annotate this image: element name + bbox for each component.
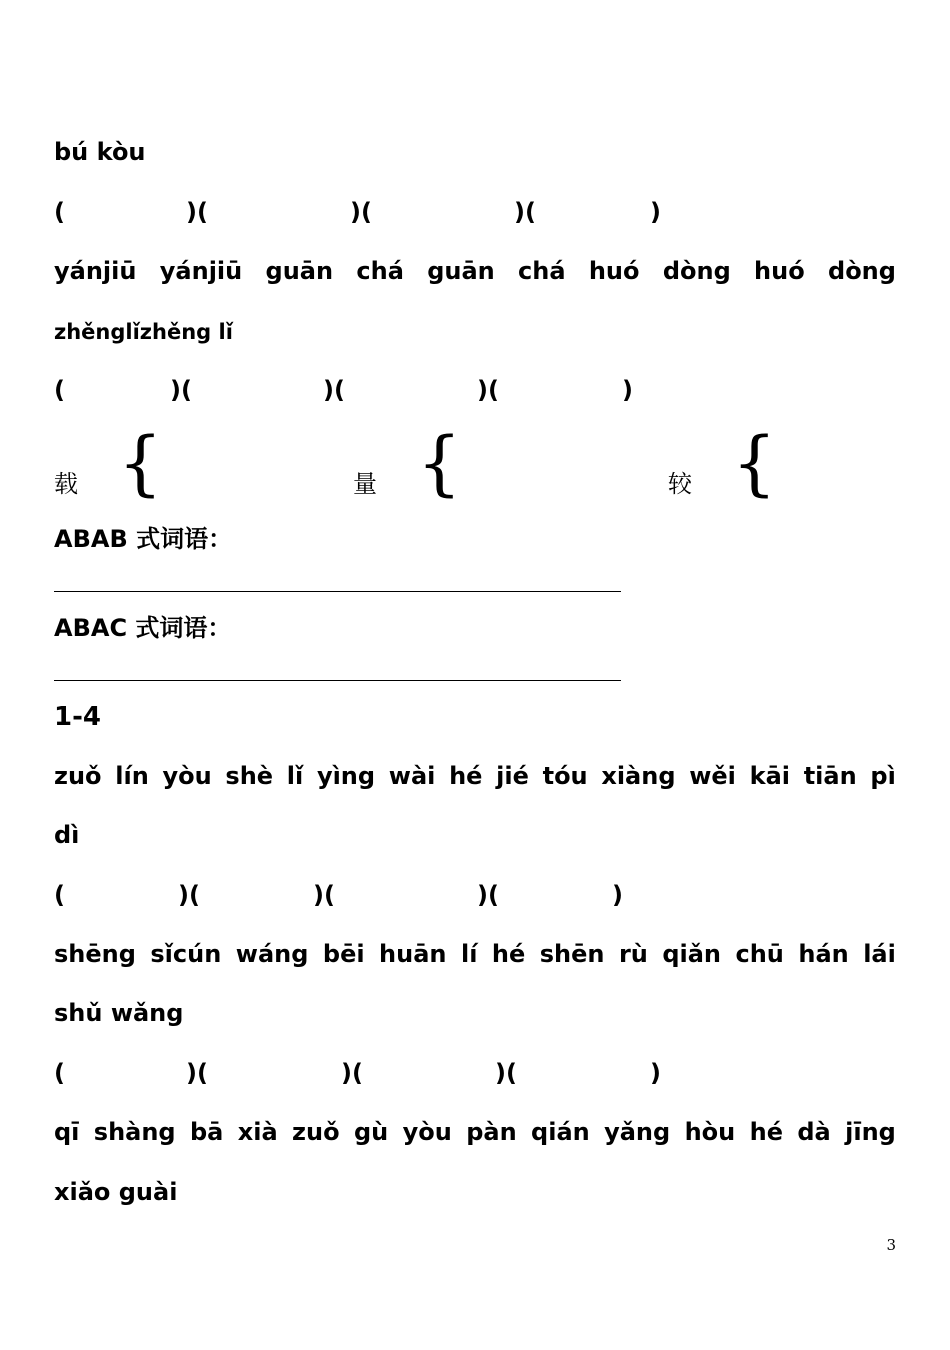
paren-mid: )(	[323, 376, 345, 404]
paren-open: (	[54, 198, 65, 226]
paren-mid: )(	[477, 881, 499, 909]
pinyin-word: chá	[356, 257, 404, 285]
pinyin-word: chū	[735, 940, 784, 968]
pinyin-word: qián	[531, 1118, 590, 1146]
paren-mid: )(	[495, 1059, 517, 1087]
pinyin-word: jié	[496, 762, 529, 790]
paren-close: )	[650, 1059, 661, 1087]
pinyin-word: lín	[115, 762, 149, 790]
pinyin-word: huó	[754, 257, 805, 285]
pinyin-word: sǐcún	[150, 940, 222, 968]
pinyin-word: xiàng	[601, 762, 676, 790]
abac-label: ABAC 式词语：	[54, 614, 232, 642]
pinyin-word: yánjiū	[54, 257, 137, 285]
pinyin-line-c	[54, 1117, 896, 1147]
pinyin-word: huān	[379, 940, 447, 968]
pinyin-word: guān	[427, 257, 495, 285]
pinyin-word: guān	[265, 257, 334, 285]
pinyin-line-c2: xiǎo guài	[54, 1178, 178, 1206]
pinyin-word: pàn	[466, 1118, 517, 1146]
pinyin-line-1: bú kòu	[54, 138, 146, 166]
pinyin-word: kāi	[749, 762, 790, 790]
pinyin-word: wài	[388, 762, 436, 790]
pinyin-word: yòu	[162, 762, 212, 790]
pinyin-word: yìng	[316, 762, 376, 790]
pinyin-word: xià	[237, 1118, 278, 1146]
pinyin-word: pì	[870, 762, 896, 790]
pinyin-word: lái	[863, 940, 896, 968]
paren-close: )	[622, 376, 633, 404]
paren-close: )	[650, 198, 661, 226]
pinyin-word: shēng	[54, 940, 136, 968]
pinyin-word: qiǎn	[662, 940, 722, 968]
pinyin-word: tóu	[542, 762, 588, 790]
paren-mid: )(	[170, 376, 192, 404]
pinyin-word: bā	[190, 1118, 224, 1146]
paren-open: (	[54, 376, 65, 404]
pinyin-word: dòng	[662, 257, 731, 285]
pinyin-word: wáng	[235, 940, 309, 968]
pinyin-word: shēn	[539, 940, 605, 968]
paren-mid: )(	[186, 1059, 208, 1087]
paren-mid: )(	[313, 881, 335, 909]
pinyin-line-b	[54, 939, 896, 969]
pinyin-line-a	[54, 761, 896, 791]
pinyin-word: lǐ	[286, 762, 304, 790]
char-jiao: 较	[668, 470, 692, 498]
pinyin-line-b2: shǔ wǎng	[54, 999, 184, 1027]
pinyin-word: wěi	[689, 762, 736, 790]
pinyin-word: shàng	[93, 1118, 176, 1146]
pinyin-word: hòu	[684, 1118, 736, 1146]
pinyin-word: gù	[353, 1118, 389, 1146]
section-heading: 1-4	[54, 702, 101, 732]
pinyin-word: bēi	[322, 940, 365, 968]
page-number: 3	[886, 1236, 896, 1254]
pinyin-word: rù	[618, 940, 648, 968]
pinyin-word: yǎng	[604, 1118, 671, 1146]
pinyin-word: jīng	[845, 1118, 896, 1146]
char-liang: 量	[353, 470, 377, 498]
pinyin-word: zuǒ	[292, 1118, 340, 1146]
pinyin-word: yánjiū	[159, 257, 243, 285]
pinyin-word: shè	[225, 762, 274, 790]
pinyin-word: zuǒ	[54, 762, 102, 790]
answer-line-abab	[54, 591, 621, 592]
pinyin-word: hé	[491, 940, 526, 968]
char-zai: 载	[54, 470, 78, 498]
pinyin-word: dòng	[828, 257, 896, 285]
brace-icon: {	[417, 422, 462, 504]
pinyin-line-a2: dì	[54, 821, 80, 849]
brace-icon: {	[118, 422, 163, 504]
pinyin-word: chá	[518, 257, 566, 285]
pinyin-line-4: zhěnglǐzhěng lǐ	[54, 320, 233, 344]
brace-icon: {	[732, 422, 777, 504]
pinyin-word: hé	[449, 762, 483, 790]
paren-mid: )(	[514, 198, 536, 226]
abab-label: ABAB 式词语：	[54, 525, 233, 553]
pinyin-line-3	[54, 256, 896, 286]
pinyin-word: huó	[588, 257, 640, 285]
answer-line-abac	[54, 680, 621, 681]
paren-mid: )(	[341, 1059, 363, 1087]
paren-mid: )(	[178, 881, 200, 909]
paren-mid: )(	[186, 198, 208, 226]
pinyin-word: hán	[798, 940, 849, 968]
pinyin-word: dà	[797, 1118, 831, 1146]
paren-open: (	[54, 881, 65, 909]
pinyin-word: qī	[54, 1118, 80, 1146]
pinyin-word: hé	[749, 1118, 783, 1146]
paren-close: )	[612, 881, 623, 909]
pinyin-word: tiān	[803, 762, 857, 790]
paren-open: (	[54, 1059, 65, 1087]
paren-mid: )(	[477, 376, 499, 404]
pinyin-word: lí	[460, 940, 478, 968]
paren-mid: )(	[350, 198, 372, 226]
pinyin-word: yòu	[402, 1118, 452, 1146]
